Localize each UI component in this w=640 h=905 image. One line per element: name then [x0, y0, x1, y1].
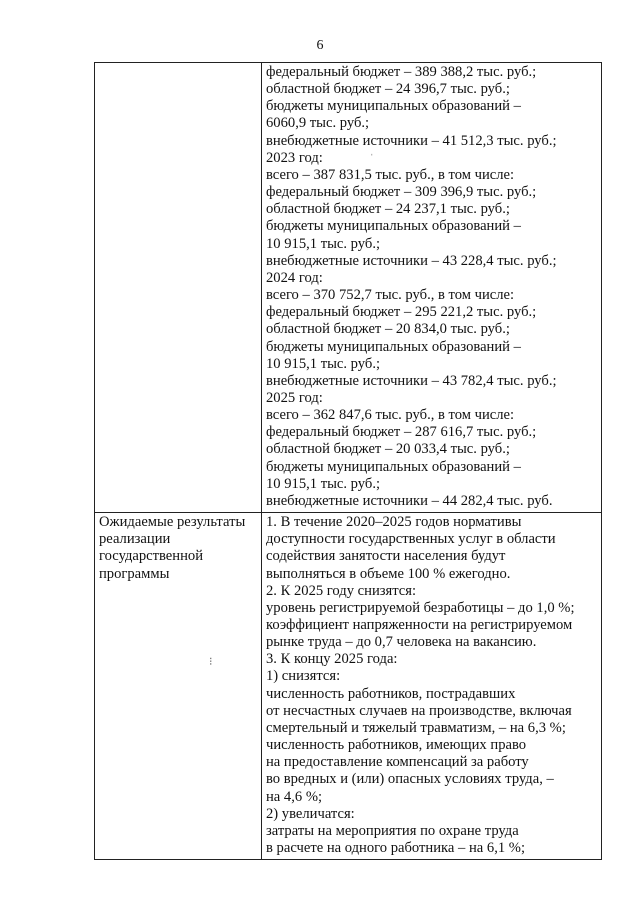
- row-label-line: государственной: [99, 548, 204, 565]
- scan-speck: ˈ: [370, 152, 374, 164]
- text-line: 3. К концу 2025 года:: [266, 651, 398, 668]
- text-line: бюджеты муниципальных образований –: [266, 458, 521, 475]
- text-line: численность работников, имеющих право: [266, 737, 527, 754]
- text-line: внебюджетные источники – 43 782,4 тыс. руб.;: [266, 372, 557, 389]
- text-line: содействия занятости населения будут: [266, 548, 506, 565]
- text-line: рынке труда – до 0,7 человека на вакансию.: [266, 634, 537, 651]
- page-number: 6: [316, 38, 324, 53]
- text-line: федеральный бюджет – 295 221,2 тыс. руб.;: [266, 304, 537, 321]
- financing-label-cell: [95, 63, 262, 513]
- text-line: бюджеты муниципальных образований –: [266, 338, 521, 355]
- row-label-line: Ожидаемые результаты: [99, 514, 246, 531]
- text-line: областной бюджет – 20 834,0 тыс. руб.;: [266, 321, 510, 338]
- text-line: 1) снизятся:: [266, 668, 341, 685]
- text-line: от несчастных случаев на производстве, включая: [266, 702, 572, 719]
- row-label-line: программы: [99, 565, 170, 582]
- text-line: областной бюджет – 24 237,1 тыс. руб.;: [266, 201, 510, 218]
- text-line: 10 915,1 тыс. руб.;: [266, 355, 381, 372]
- text-line: внебюджетные источники – 44 282,4 тыс. руб.: [266, 492, 553, 509]
- text-line: затраты на мероприятия по охране труда: [266, 822, 519, 839]
- expected-results-value-cell: [262, 513, 602, 860]
- text-line: 1. В течение 2020–2025 годов нормативы: [266, 514, 522, 531]
- text-line: смертельный и тяжелый травматизм, – на 6,3 %;: [266, 719, 566, 736]
- text-line: во вредных и (или) опасных условиях труда, –: [266, 771, 554, 788]
- text-line: федеральный бюджет – 389 388,2 тыс. руб.;: [266, 64, 537, 80]
- text-line: на предоставление компенсаций за работу: [266, 754, 529, 771]
- text-line: 10 915,1 тыс. руб.;: [266, 475, 381, 492]
- text-line: внебюджетные источники – 43 228,4 тыс. руб.;: [266, 252, 557, 269]
- text-line: 2) увеличатся:: [266, 805, 355, 822]
- text-line: бюджеты муниципальных образований –: [266, 218, 521, 235]
- text-line: 2025 год:: [266, 389, 323, 406]
- financing-value-cell: [262, 63, 602, 513]
- text-line: всего – 387 831,5 тыс. руб., в том числе:: [266, 166, 515, 183]
- text-line: 2024 год:: [266, 269, 323, 286]
- text-line: уровень регистрируемой безработицы – до 1,0 %;: [266, 599, 575, 616]
- program-passport-table: [94, 62, 602, 860]
- financing-row: [95, 63, 602, 513]
- text-line: всего – 370 752,7 тыс. руб., в том числе:: [266, 287, 515, 304]
- text-line: доступности государственных услуг в области: [266, 531, 556, 548]
- text-line: 6060,9 тыс. руб.;: [266, 115, 370, 132]
- text-line: 2. К 2025 году снизятся:: [266, 582, 417, 599]
- text-line: 2023 год:: [266, 149, 323, 166]
- text-line: выполняться в объеме 100 % ежегодно.: [266, 565, 511, 582]
- text-line: федеральный бюджет – 309 396,9 тыс. руб.;: [266, 184, 537, 201]
- text-line: 10 915,1 тыс. руб.;: [266, 235, 381, 252]
- text-line: внебюджетные источники – 41 512,3 тыс. руб.;: [266, 132, 557, 149]
- text-line: на 4,6 %;: [266, 788, 323, 805]
- expected-results-label-cell: [95, 513, 262, 860]
- expected-results-row: [95, 513, 602, 860]
- text-line: областной бюджет – 24 396,7 тыс. руб.;: [266, 81, 510, 98]
- text-line: численность работников, пострадавших: [266, 685, 516, 702]
- text-line: коэффициент напряженности на регистрируемом: [266, 617, 573, 633]
- scan-speck: ⁝: [209, 656, 213, 668]
- text-line: федеральный бюджет – 287 616,7 тыс. руб.;: [266, 424, 537, 441]
- text-line: бюджеты муниципальных образований –: [266, 98, 521, 115]
- text-line: в расчете на одного работника – на 6,1 %;: [266, 840, 526, 857]
- text-line: областной бюджет – 20 033,4 тыс. руб.;: [266, 441, 510, 458]
- row-label-line: реализации: [99, 531, 171, 548]
- text-line: всего – 362 847,6 тыс. руб., в том числе:: [266, 407, 515, 424]
